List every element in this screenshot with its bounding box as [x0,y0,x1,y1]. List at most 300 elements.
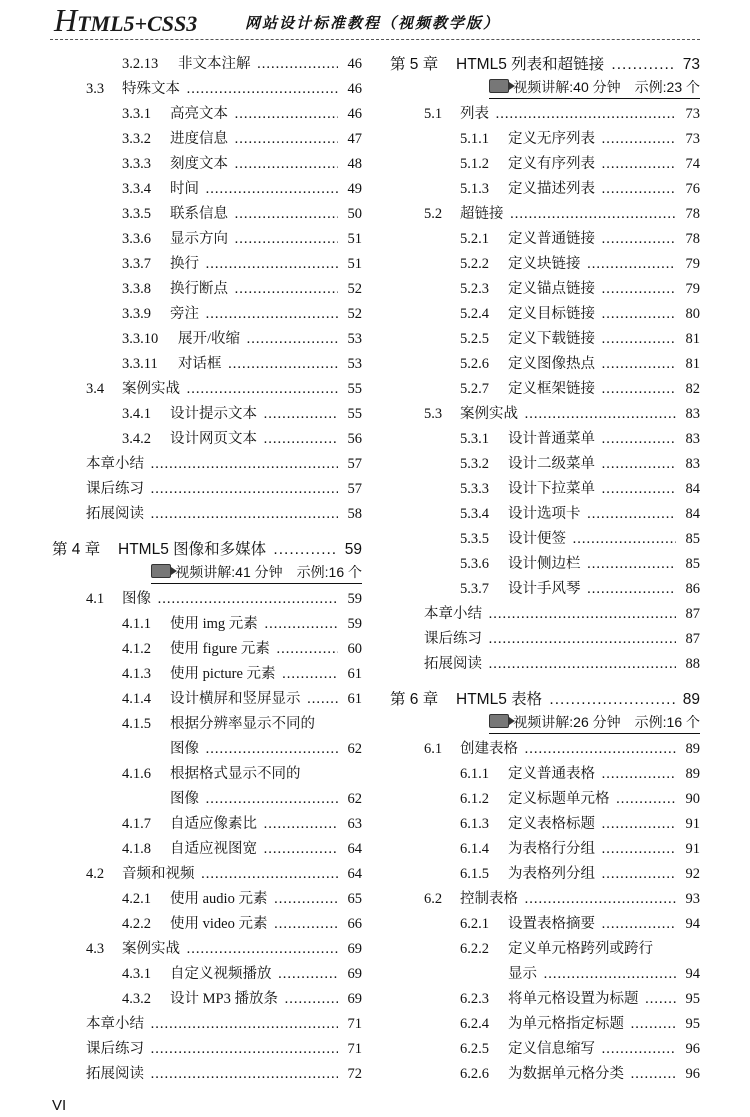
entry-title-leader [170,252,338,277]
toc-entry [52,712,362,737]
toc-entry [52,662,362,687]
toc-entry [390,937,700,962]
entry-title: 本章小结 [424,606,482,622]
toc-entry [52,452,362,477]
entry-title-leader [122,587,338,612]
entry-number: 6.2.4 [460,1016,489,1032]
entry-page: 69 [347,966,362,982]
entry-number: 6.1.4 [460,841,489,857]
entry-title: 自定义视频播放 [170,966,272,982]
toc-entry [390,527,700,552]
toc-entry [390,477,700,502]
toc-entry [52,302,362,327]
toc-entry [390,252,700,277]
entry-title-leader [170,887,338,912]
entry-number: 6.2 [424,891,443,907]
entry-title-leader [508,127,676,152]
toc-entry [52,377,362,402]
entry-page: 71 [347,1041,362,1057]
entry-title: 定义有序列表 [508,156,595,172]
video-info-row [52,562,362,587]
entry-number: 5.3.6 [460,556,489,572]
entry-number: 4.3.2 [122,991,151,1007]
entry-title: 定义信息缩写 [508,1041,595,1057]
entry-page: 86 [685,581,700,597]
dot-leader [597,481,676,497]
toc-entry [390,887,700,912]
entry-title: 联系信息 [170,206,228,222]
entry-title-leader [86,1062,338,1087]
entry-title-leader [460,202,676,227]
entry-title-leader [122,937,338,962]
entry-page: 91 [685,816,700,832]
entry-number: 3.3 [86,81,105,97]
toc-entry [390,102,700,127]
entry-page: 59 [347,591,362,607]
dot-leader [597,866,676,882]
entry-page: 94 [685,916,700,932]
toc-entry [52,352,362,377]
entry-page: 50 [347,206,362,222]
toc-entry [52,502,362,527]
toc-left-column [52,52,362,1087]
entry-title-leader [170,812,338,837]
toc-entry [390,352,700,377]
entry-title: 音频和视频 [122,866,195,882]
entry-title: 高亮文本 [170,106,228,122]
toc-entry [52,587,362,612]
entry-number: 6.1.1 [460,766,489,782]
chapter-entry [390,687,700,712]
entry-title-leader [508,987,676,1012]
toc-entry [390,452,700,477]
toc-entry [390,152,700,177]
toc-entry [52,277,362,302]
entry-title-leader [508,787,676,812]
toc-entry [390,577,700,602]
entry-page: 61 [347,691,362,707]
toc-entry [390,602,700,627]
dot-leader [491,106,676,122]
entry-title: 使用 audio 元素 [170,891,268,907]
entry-page: 81 [685,331,700,347]
toc-entry [390,402,700,427]
entry-page: 64 [347,866,362,882]
entry-page: 48 [347,156,362,172]
entry-title-leader [508,552,676,577]
entry-title-leader [508,912,676,937]
dot-leader [597,331,676,347]
entry-title-leader [122,377,338,402]
entry-title: 定义锚点链接 [508,281,595,297]
dot-leader [201,741,338,757]
toc-entry [390,202,700,227]
entry-page: 83 [685,431,700,447]
dot-leader [274,966,339,982]
entry-title-leader [508,477,676,502]
dot-leader [259,841,338,857]
entry-title-leader [178,352,338,377]
entry-title: 将单元格设置为标题 [508,991,639,1007]
entry-title: 课后练习 [424,631,482,647]
dot-leader [597,431,676,447]
video-info-text: 视频讲解:40 分钟 示例:23 个 [513,79,700,95]
entry-title-leader [456,687,676,712]
dot-leader [153,591,338,607]
entry-title-leader [424,652,676,677]
entry-number: 3.3.4 [122,181,151,197]
entry-page: 89 [682,691,700,708]
entry-title-leader [170,102,338,127]
entry-number: 5.3.3 [460,481,489,497]
entry-number: 5.3 [424,406,443,422]
entry-number: 5.2.1 [460,231,489,247]
video-info-row [390,712,700,737]
entry-title: 设计下拉菜单 [508,481,595,497]
entry-title-leader [170,762,303,787]
entry-title: 显示方向 [170,231,228,247]
entry-title: 设计手风琴 [508,581,581,597]
dot-leader [612,791,677,807]
entry-number: 3.4 [86,381,105,397]
entry-title-leader [170,837,338,862]
entry-title: 非文本注解 [178,56,251,72]
entry-title: 图像 [170,741,199,757]
entry-page: 53 [347,331,362,347]
entry-title: 创建表格 [460,741,518,757]
toc-entry [390,1062,700,1087]
entry-page: 47 [347,131,362,147]
toc-entry [52,402,362,427]
entry-page: 73 [682,56,700,73]
dot-leader [544,691,676,708]
entry-title-leader [170,402,338,427]
dot-leader [484,631,676,647]
entry-page: 59 [347,616,362,632]
entry-page: 74 [685,156,700,172]
toc-entry [390,862,700,887]
entry-title-leader [460,402,676,427]
dot-leader [597,381,676,397]
dot-leader [278,666,338,682]
entry-title: 超链接 [460,206,504,222]
entry-number: 5.3.7 [460,581,489,597]
entry-title-leader [508,252,676,277]
entry-number: 4.2 [86,866,105,882]
entry-title-leader [508,302,676,327]
entry-number: 5.3.4 [460,506,489,522]
dot-leader [146,1016,338,1032]
entry-title: 使用 figure 元素 [170,641,270,657]
header-divider [50,39,700,40]
entry-title-leader [508,837,676,862]
toc-entry [390,127,700,152]
entry-title-leader [508,812,676,837]
entry-page: 72 [347,1066,362,1082]
entry-title-leader [170,227,338,252]
toc-entry [390,627,700,652]
dot-leader [606,56,676,73]
dot-leader [242,331,338,347]
entry-page: 94 [685,966,700,982]
entry-page: 61 [347,666,362,682]
entry-title-leader [508,352,676,377]
entry-title-leader [456,52,676,77]
dot-leader [520,406,676,422]
entry-title-leader [178,327,338,352]
entry-title-leader [170,687,338,712]
entry-title: HTML5 表格 [456,691,543,708]
entry-number: 第 4 章 [52,541,101,558]
dot-leader [230,231,338,247]
dot-leader [539,966,676,982]
entry-title-leader [170,277,338,302]
entry-page: 59 [344,541,362,558]
entry-number: 5.3.1 [460,431,489,447]
entry-number: 3.3.8 [122,281,151,297]
entry-page: 65 [347,891,362,907]
entry-title: 自适应视图宽 [170,841,257,857]
dot-leader [230,156,338,172]
dot-leader [597,356,676,372]
toc-entry [390,177,700,202]
entry-number: 3.3.2 [122,131,151,147]
entry-title-leader [86,1012,338,1037]
entry-number: 4.1.3 [122,666,151,682]
toc-entry [390,987,700,1012]
entry-page: 89 [685,766,700,782]
entry-number: 4.1.1 [122,616,151,632]
toc-entry [52,102,362,127]
entry-title-leader [424,602,676,627]
entry-page: 78 [685,231,700,247]
entry-title: 定义块链接 [508,256,581,272]
entry-title-leader [170,152,338,177]
entry-title: 定义描述列表 [508,181,595,197]
dot-leader [230,131,338,147]
entry-page: 57 [347,481,362,497]
entry-number: 4.2.2 [122,916,151,932]
toc-entry [52,887,362,912]
entry-page: 49 [347,181,362,197]
entry-number: 3.3.3 [122,156,151,172]
entry-page: 55 [347,381,362,397]
entry-number: 5.3.2 [460,456,489,472]
entry-page: 69 [347,991,362,1007]
entry-title: 显示 [508,966,537,982]
entry-page: 90 [685,791,700,807]
entry-title-leader [508,1037,676,1062]
entry-title: 设计二级菜单 [508,456,595,472]
dot-leader [259,431,338,447]
entry-title-leader [508,277,676,302]
toc-entry [390,277,700,302]
video-info [489,712,700,734]
toc-entry [52,427,362,452]
entry-number: 6.2.1 [460,916,489,932]
entry-title: 设计普通菜单 [508,431,595,447]
toc-entry [390,1012,700,1037]
entry-title-leader [508,452,676,477]
entry-page: 79 [685,256,700,272]
entry-page: 95 [685,1016,700,1032]
entry-title: 定义标题单元格 [508,791,610,807]
entry-page: 87 [685,631,700,647]
entry-title-leader [170,737,338,762]
dot-leader [597,231,676,247]
dot-leader [146,1066,338,1082]
entry-page: 63 [347,816,362,832]
entry-number: 3.4.2 [122,431,151,447]
entry-page: 46 [347,81,362,97]
entry-page: 46 [347,106,362,122]
toc-entry [390,787,700,812]
entry-title-leader [508,152,676,177]
entry-title: 案例实战 [122,941,180,957]
entry-title-leader [178,52,338,77]
dot-leader [146,481,338,497]
dot-leader [597,766,676,782]
toc-entry [52,327,362,352]
entry-title-leader [118,537,338,562]
entry-page: 60 [347,641,362,657]
entry-title-leader [86,502,338,527]
entry-title: 为表格行分组 [508,841,595,857]
entry-title: 本章小结 [86,1016,144,1032]
entry-title: 定义图像热点 [508,356,595,372]
entry-title: 进度信息 [170,131,228,147]
dot-leader [182,81,338,97]
dot-leader [597,816,676,832]
dot-leader [583,556,677,572]
entry-page: 89 [685,741,700,757]
entry-number: 6.1.2 [460,791,489,807]
dot-leader [641,991,677,1007]
entry-number: 3.3.7 [122,256,151,272]
entry-title: 课后练习 [86,1041,144,1057]
dot-leader [253,56,339,72]
entry-title-leader [424,627,676,652]
video-info [489,77,700,99]
dot-leader [268,541,338,558]
entry-title: 课后练习 [86,481,144,497]
entry-title: 拓展阅读 [424,656,482,672]
entry-number: 6.1.3 [460,816,489,832]
dot-leader [568,531,676,547]
entry-page: 83 [685,406,700,422]
entry-title-leader [170,302,338,327]
entry-number: 3.3.5 [122,206,151,222]
entry-number: 3.3.10 [122,331,159,347]
entry-title: 列表 [460,106,489,122]
entry-page: 51 [347,256,362,272]
entry-title-leader [508,762,676,787]
entry-title-leader [508,377,676,402]
dot-leader [201,181,338,197]
entry-number: 5.2.6 [460,356,489,372]
entry-number: 3.3.9 [122,306,151,322]
entry-title-leader [508,227,676,252]
dot-leader [224,356,339,372]
entry-title-leader [508,577,676,602]
toc-entry-continued [390,962,700,987]
entry-title: 使用 video 元素 [170,916,268,932]
entry-number: 4.3.1 [122,966,151,982]
dot-leader [597,281,676,297]
entry-number: 3.3.11 [122,356,158,372]
entry-page: 55 [347,406,362,422]
entry-page: 53 [347,356,362,372]
toc-entry [52,762,362,787]
entry-page: 71 [347,1016,362,1032]
video-camera-icon [489,79,509,93]
entry-title: 图像 [170,791,199,807]
entry-title-leader [86,1037,338,1062]
entry-title: 为表格列分组 [508,866,595,882]
dot-leader [230,206,338,222]
entry-number: 4.1 [86,591,105,607]
entry-page: 87 [685,606,700,622]
entry-page: 81 [685,356,700,372]
dot-leader [201,791,338,807]
dot-leader [269,916,338,932]
entry-title: 图像 [122,591,151,607]
entry-title: 换行 [170,256,199,272]
entry-page: 73 [685,106,700,122]
chapter-entry [52,537,362,562]
toc-entry [52,962,362,987]
entry-page: 56 [347,431,362,447]
toc-entry [390,502,700,527]
dot-leader [583,581,677,597]
entry-title-leader [460,737,676,762]
entry-title-leader [170,787,338,812]
entry-number: 4.1.7 [122,816,151,832]
dot-leader [201,256,338,272]
entry-title: 特殊文本 [122,81,180,97]
entry-title-leader [170,662,338,687]
video-info-text: 视频讲解:41 分钟 示例:16 个 [175,564,362,580]
entry-title: 控制表格 [460,891,518,907]
toc-entry [390,912,700,937]
entry-title: 换行断点 [170,281,228,297]
dot-leader [597,1041,676,1057]
entry-title: 设计网页文本 [170,431,257,447]
entry-title: 定义目标链接 [508,306,595,322]
entry-page: 62 [347,791,362,807]
entry-number: 5.2.3 [460,281,489,297]
entry-page: 83 [685,456,700,472]
chapter-entry [390,52,700,77]
entry-number: 4.3 [86,941,105,957]
entry-page: 52 [347,281,362,297]
entry-title: HTML5 图像和多媒体 [118,541,267,558]
entry-number: 6.2.3 [460,991,489,1007]
entry-title-leader [508,527,676,552]
video-camera-icon [489,714,509,728]
entry-number: 5.2 [424,206,443,222]
dot-leader [597,456,676,472]
entry-page: 57 [347,456,362,472]
entry-title: 定义表格标题 [508,816,595,832]
entry-title-leader [170,712,317,737]
toc-entry [390,812,700,837]
entry-number: 4.1.6 [122,766,151,782]
dot-leader [583,256,677,272]
entry-number: 3.2.13 [122,56,159,72]
toc-entry [52,837,362,862]
toc-entry [52,252,362,277]
